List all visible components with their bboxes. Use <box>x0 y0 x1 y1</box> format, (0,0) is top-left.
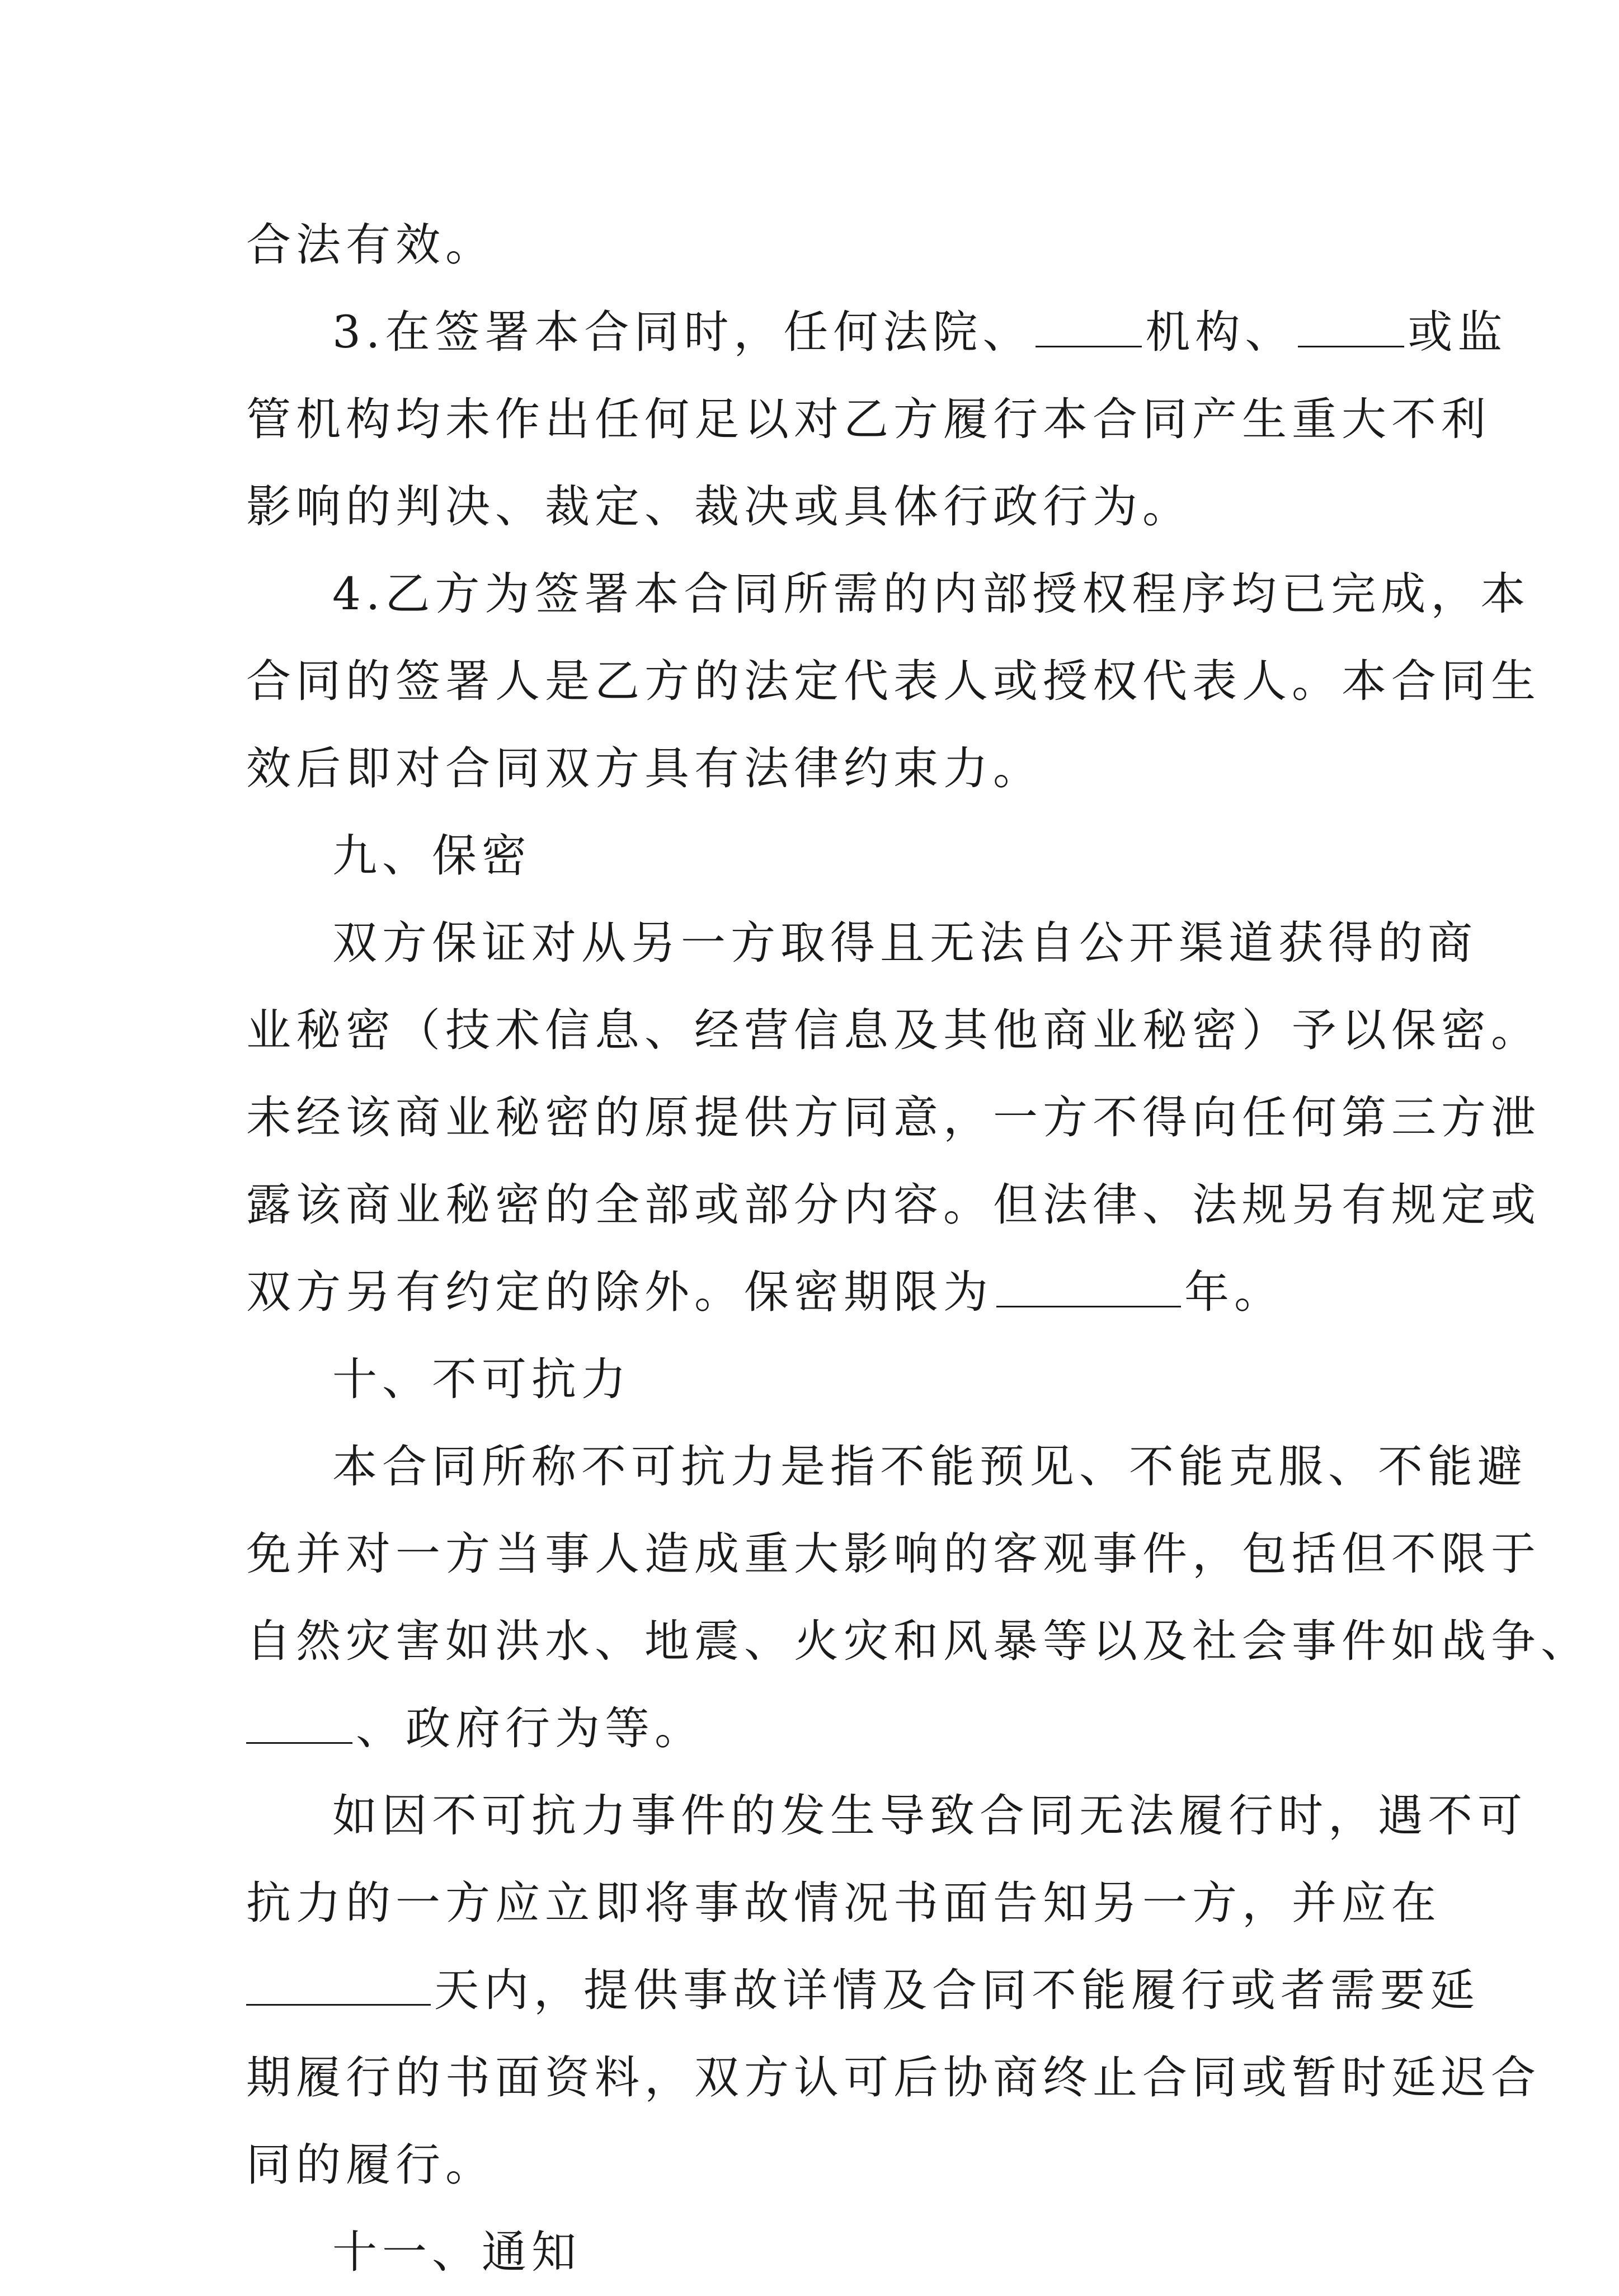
notice-days-line <box>246 1947 1480 2034</box>
paragraph-line: 自然灾害如洪水、地震、火灾和风暴等以及社会事件如战争、 <box>246 1615 1590 1667</box>
fill-in-blank <box>246 1965 431 2006</box>
paragraph-line: 业秘密（技术信息、经营信息及其他商业秘密）予以保密。 <box>246 1004 1541 1056</box>
fill-in-blank <box>1036 307 1142 347</box>
clause-4-line: 4.乙方为签署本合同所需的内部授权程序均已完成，本 <box>332 568 1531 620</box>
section-heading-notice: 十一、通知 <box>332 2226 581 2278</box>
confidentiality-term-line <box>246 1249 1382 1336</box>
paragraph-line: 抗力的一方应立即将事故情况书面告知另一方，并应在 <box>246 1877 1441 1929</box>
paragraph-line: 影响的判决、裁定、裁决或具体行政行为。 <box>246 481 1192 533</box>
document-body <box>246 201 1590 2296</box>
text-segment: 3.在签署本合同时，任何法院、 <box>332 306 1033 358</box>
force-majeure-events-line <box>246 1685 1382 1772</box>
paragraph-line: 效后即对合同双方具有法律约束力。 <box>246 742 1043 794</box>
paragraph-line: 免并对一方当事人造成重大影响的客观事件，包括但不限于 <box>246 1528 1541 1580</box>
fill-in-blank <box>996 1267 1181 1307</box>
paragraph-line: 未经该商业秘密的原提供方同意，一方不得向任何第三方泄 <box>246 1091 1541 1144</box>
text-segment: 、政府行为等。 <box>356 1702 704 1754</box>
section-heading-force-majeure: 十、不可抗力 <box>332 1353 631 1405</box>
text-segment: 天内，提供事故详情及合同不能履行或者需要延 <box>434 1964 1480 2016</box>
paragraph-line: 本合同所称不可抗力是指不能预见、不能克服、不能避 <box>332 1441 1527 1493</box>
fill-in-blank <box>1298 307 1404 347</box>
text-segment: 年。 <box>1184 1266 1284 1318</box>
text-segment: 或监 <box>1408 306 1508 358</box>
paragraph-line: 露该商业秘密的全部或部分内容。但法律、法规另有规定或 <box>246 1179 1541 1231</box>
paragraph-line: 合同的签署人是乙方的法定代表人或授权代表人。本合同生 <box>246 655 1541 707</box>
paragraph-line: 管机构均未作出任何足以对乙方履行本合同产生重大不利 <box>246 393 1491 445</box>
text-segment: 双方另有约定的除外。保密期限为 <box>246 1266 993 1318</box>
paragraph-line: 合法有效。 <box>246 219 495 271</box>
text-segment: 机构、 <box>1145 306 1295 358</box>
fill-in-blank <box>246 1703 352 1744</box>
paragraph-line: 双方保证对从另一方取得且无法自公开渠道获得的商 <box>332 917 1477 969</box>
paragraph-line: 如因不可抗力事件的发生导致合同无法履行时，遇不可 <box>332 1790 1527 1842</box>
section-heading-confidentiality: 九、保密 <box>332 830 531 882</box>
paragraph-line: 期履行的书面资料，双方认可后协商终止合同或暂时延迟合 <box>246 2052 1541 2104</box>
clause-3-line <box>246 289 1508 376</box>
paragraph-line: 同的履行。 <box>246 2139 495 2191</box>
